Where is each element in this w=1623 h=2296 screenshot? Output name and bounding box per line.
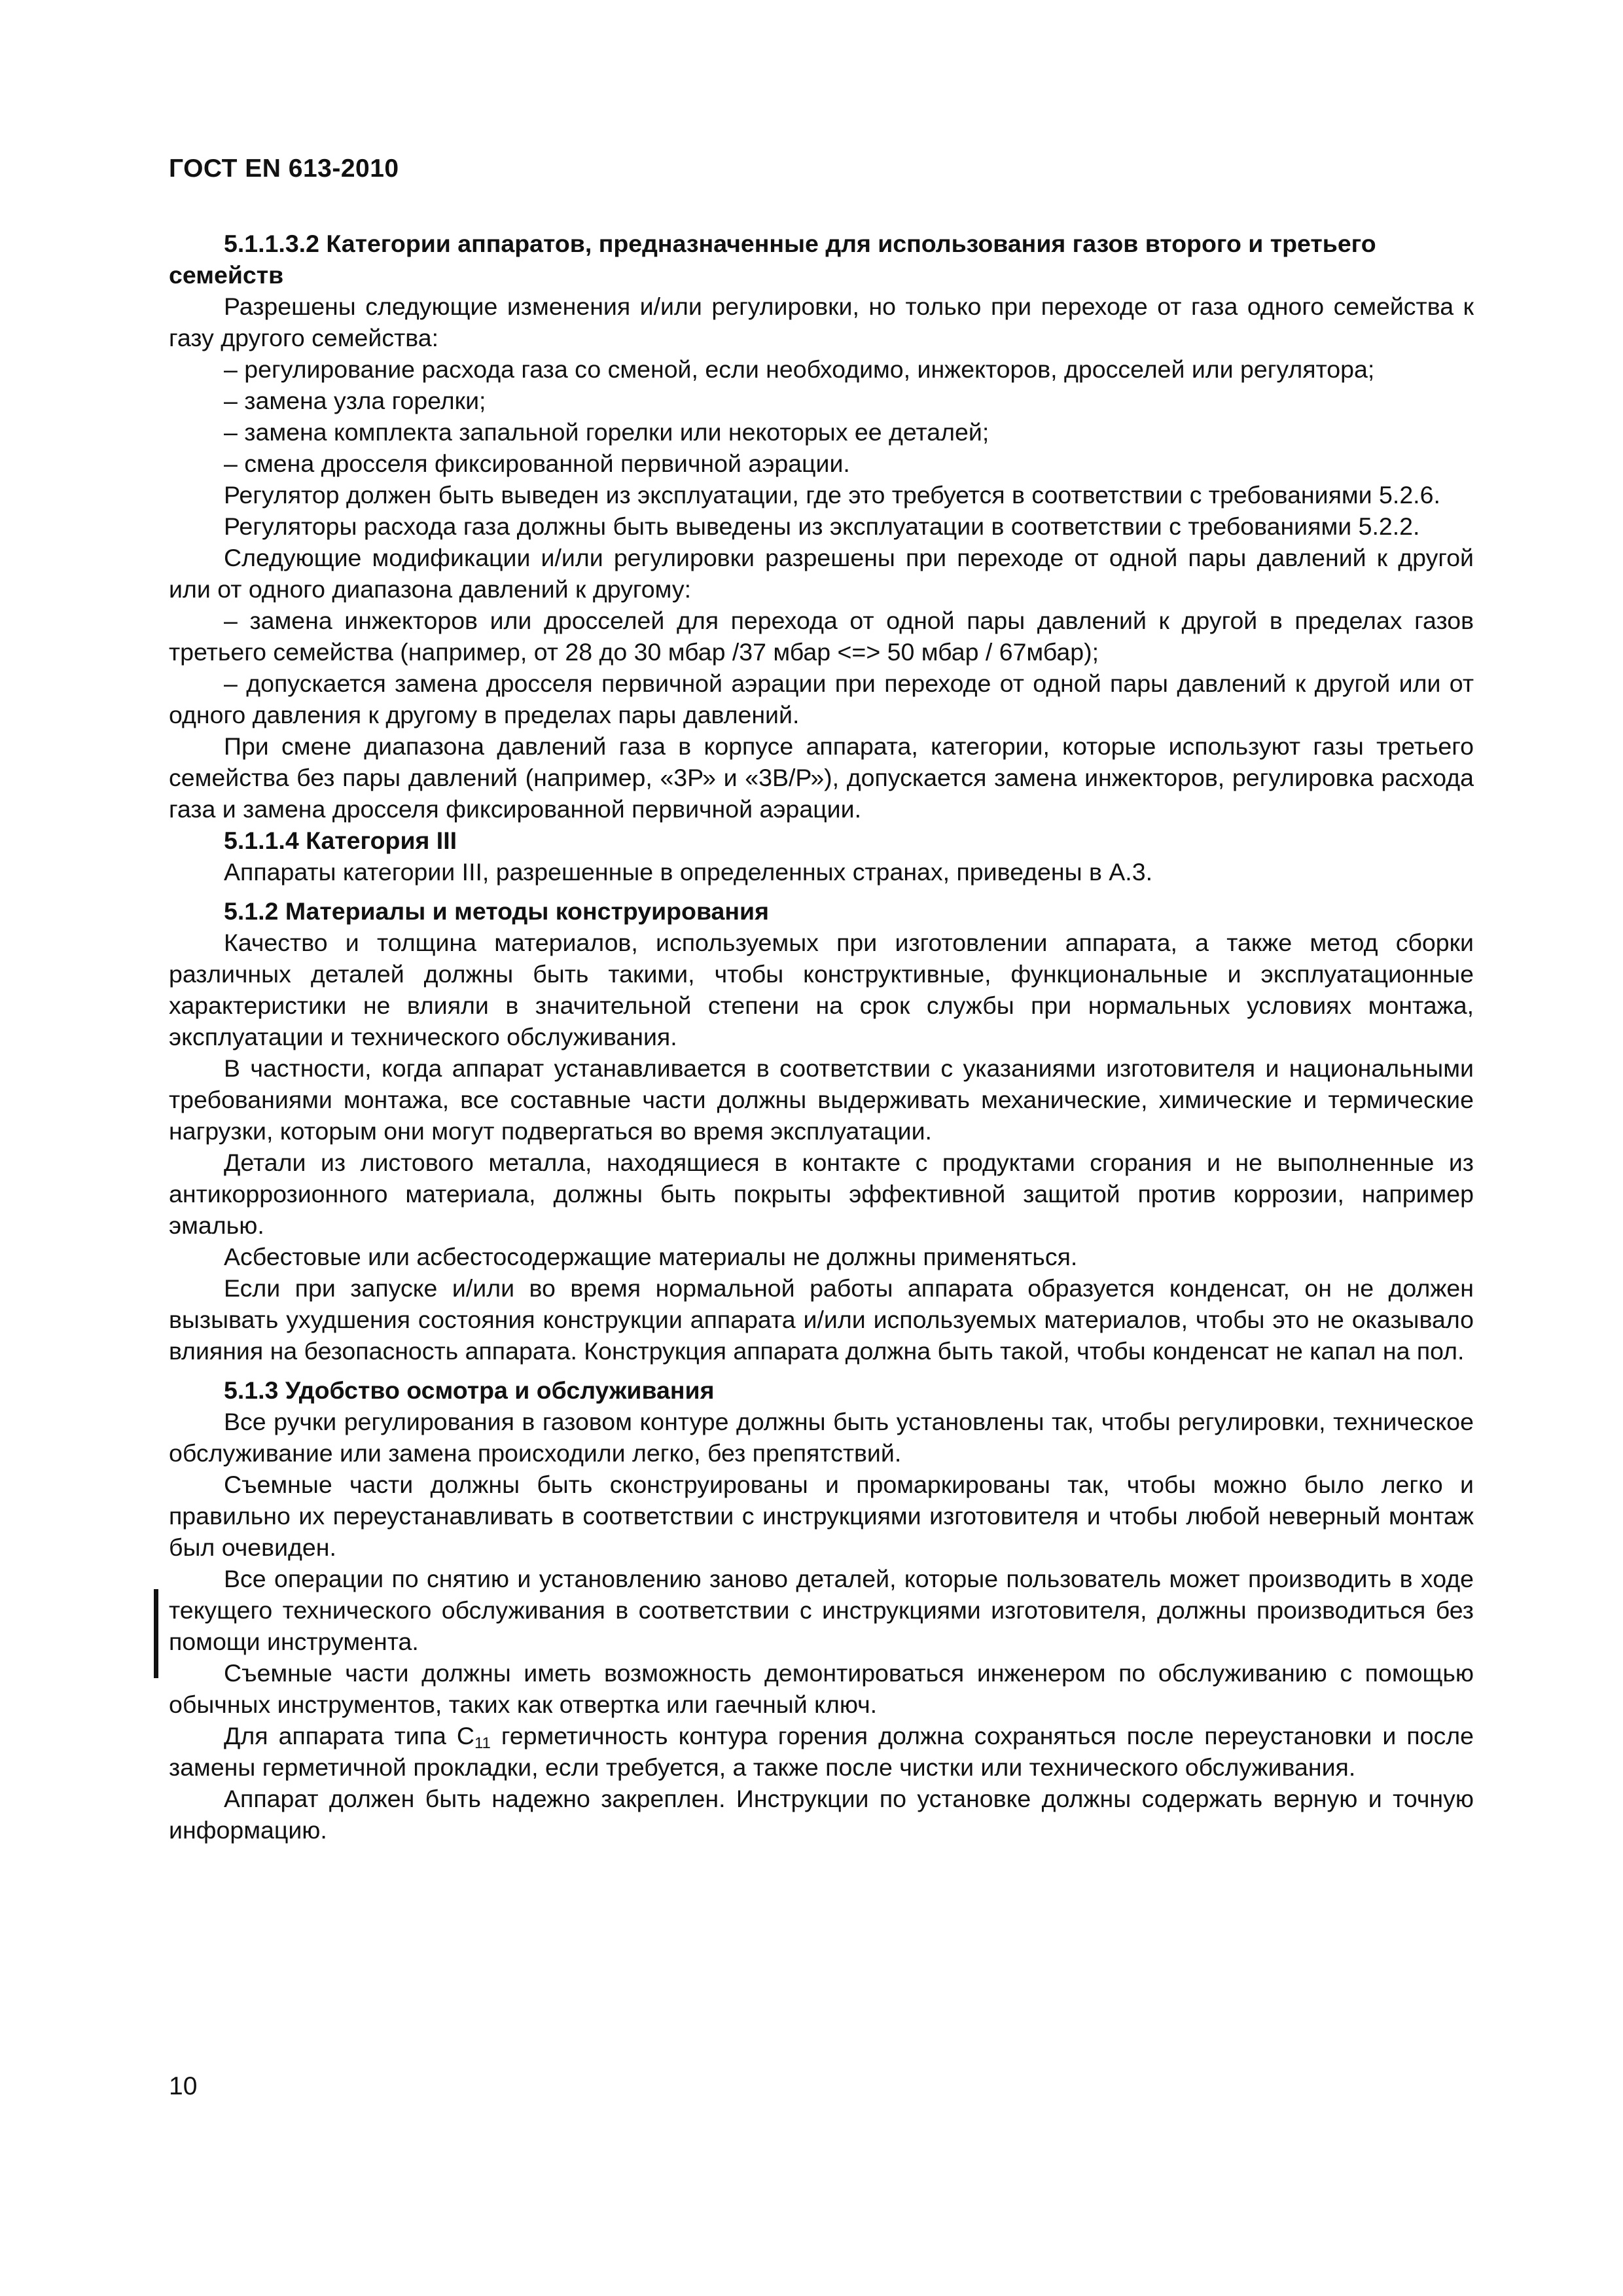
document-body [169,228,1474,1846]
paragraph: Все ручки регулирования в газовом контуре должны быть установлены так, чтобы регулировки, техническое обслуживание или замена происходили легко, без препятствий. [169,1408,1474,1467]
paragraph: – замена инжекторов или дросселей для перехода от одной пары давлений к другой в пределах газов третьего семейства (например, от 28 до 30 мбар /37 мбар <=> 50 мбар / 67мбар); [169,607,1474,666]
section-heading: 5.1.1.3.2 Категории аппаратов, предназначенные для использования газов второго и третьего семейств [169,230,1376,289]
paragraph: – замена комплекта запальной горелки или некоторых ее деталей; [224,418,990,446]
paragraph: – замена узла горелки; [224,387,486,414]
section-heading: 5.1.2 Материалы и методы конструирования [224,897,769,925]
paragraph: Детали из листового металла, находящиеся в контакте с продуктами сгорания и не выполненные из антикоррозионного материала, должны быть покрыты эффективной защитой против коррозии, например эмалью. [169,1149,1474,1239]
paragraph: Разрешены следующие изменения и/или регулировки, но только при переходе от газа одного семейства к газу другого семейства: [169,293,1474,351]
paragraph: – допускается замена дросселя первичной аэрации при переходе от одной пары давлений к другой или от одного давления к другому в пределах пары давлений. [169,670,1474,728]
paragraph: – регулирование расхода газа со сменой, если необходимо, инжекторов, дросселей или регулятора; [224,355,1375,383]
paragraph: – смена дросселя фиксированной первичной аэрации. [224,450,850,477]
section-heading: 5.1.3 Удобство осмотра и обслуживания [224,1376,715,1404]
revision-change-bar [154,1589,158,1678]
paragraph-text: герметичность контура горения должна сохраняться после переустановки и после замены герметичной прокладки, если требуется, а также после чистки или технического обслуживания. [169,1722,1474,1781]
paragraph: Все операции по снятию и установлению заново деталей, которые пользователь может производить в ходе текущего технического обслуживания в соответствии с инструкциями изготовителя, должны производиться без помощи инструмента. [169,1565,1474,1655]
paragraph: Аппараты категории III, разрешенные в определенных странах, приведены в А.3. [224,858,1152,886]
paragraph: Регулятор должен быть выведен из эксплуатации, где это требуется в соответствии с требованиями 5.2.6. [224,481,1440,509]
paragraph: Аппарат должен быть надежно закреплен. Инструкции по установке должны содержать верную и точную информацию. [169,1785,1474,1844]
paragraph: Съемные части должны иметь возможность демонтироваться инженером по обслуживанию с помощью обычных инструментов, таких как отвертка или гаечный ключ. [169,1659,1474,1718]
paragraph: Регуляторы расхода газа должны быть выведены из эксплуатации в соответствии с требованиями 5.2.2. [224,512,1420,540]
paragraph [169,1720,1474,1783]
paragraph: При смене диапазона давлений газа в корпусе аппарата, категории, которые используют газы третьего семейства без пары давлений (например, «3Р» и «3В/Р»), допускается замена инжекторов, регулировка расхода газа и замена дросселя фиксированной первичной аэрации. [169,732,1474,823]
paragraph: В частности, когда аппарат устанавливается в соответствии с указаниями изготовителя и национальными требованиями монтажа, все составные части должны выдерживать механические, химические и термические нагрузки, которым они могут подвергаться во время эксплуатации. [169,1054,1474,1145]
page-number: 10 [169,2072,198,2100]
document-header: ГОСТ EN 613-2010 [169,154,399,183]
paragraph: Съемные части должны быть сконструированы и промаркированы так, чтобы можно было легко и правильно их переустанавливать в соответствии с инструкциями изготовителя и чтобы любой неверный монтаж был очевиден. [169,1471,1474,1561]
paragraph: Следующие модификации и/или регулировки разрешены при переходе от одной пары давлений к другой или от одного диапазона давлений к другому: [169,544,1474,603]
paragraph-text: Для аппарата типа С [224,1722,474,1749]
paragraph: Качество и толщина материалов, используемых при изготовлении аппарата, а также метод сборки различных деталей должны быть такими, чтобы конструктивные, функциональные и эксплуатационные характеристики не влияли в значительной степени на срок службы при нормальных условиях монтажа, эксплуатации и технического обслуживания. [169,929,1474,1050]
paragraph: Асбестовые или асбестосодержащие материалы не должны применяться. [224,1243,1078,1270]
subscript: 11 [474,1734,491,1752]
section-heading: 5.1.1.4 Категория III [224,827,457,854]
paragraph: Если при запуске и/или во время нормальной работы аппарата образуется конденсат, он не должен вызывать ухудшения состояния конструкции аппарата и/или используемых материалов, чтобы это не оказывало влияния на безопасность аппарата. Конструкция аппарата должна быть такой, чтобы конденсат не капал на пол. [169,1274,1474,1365]
